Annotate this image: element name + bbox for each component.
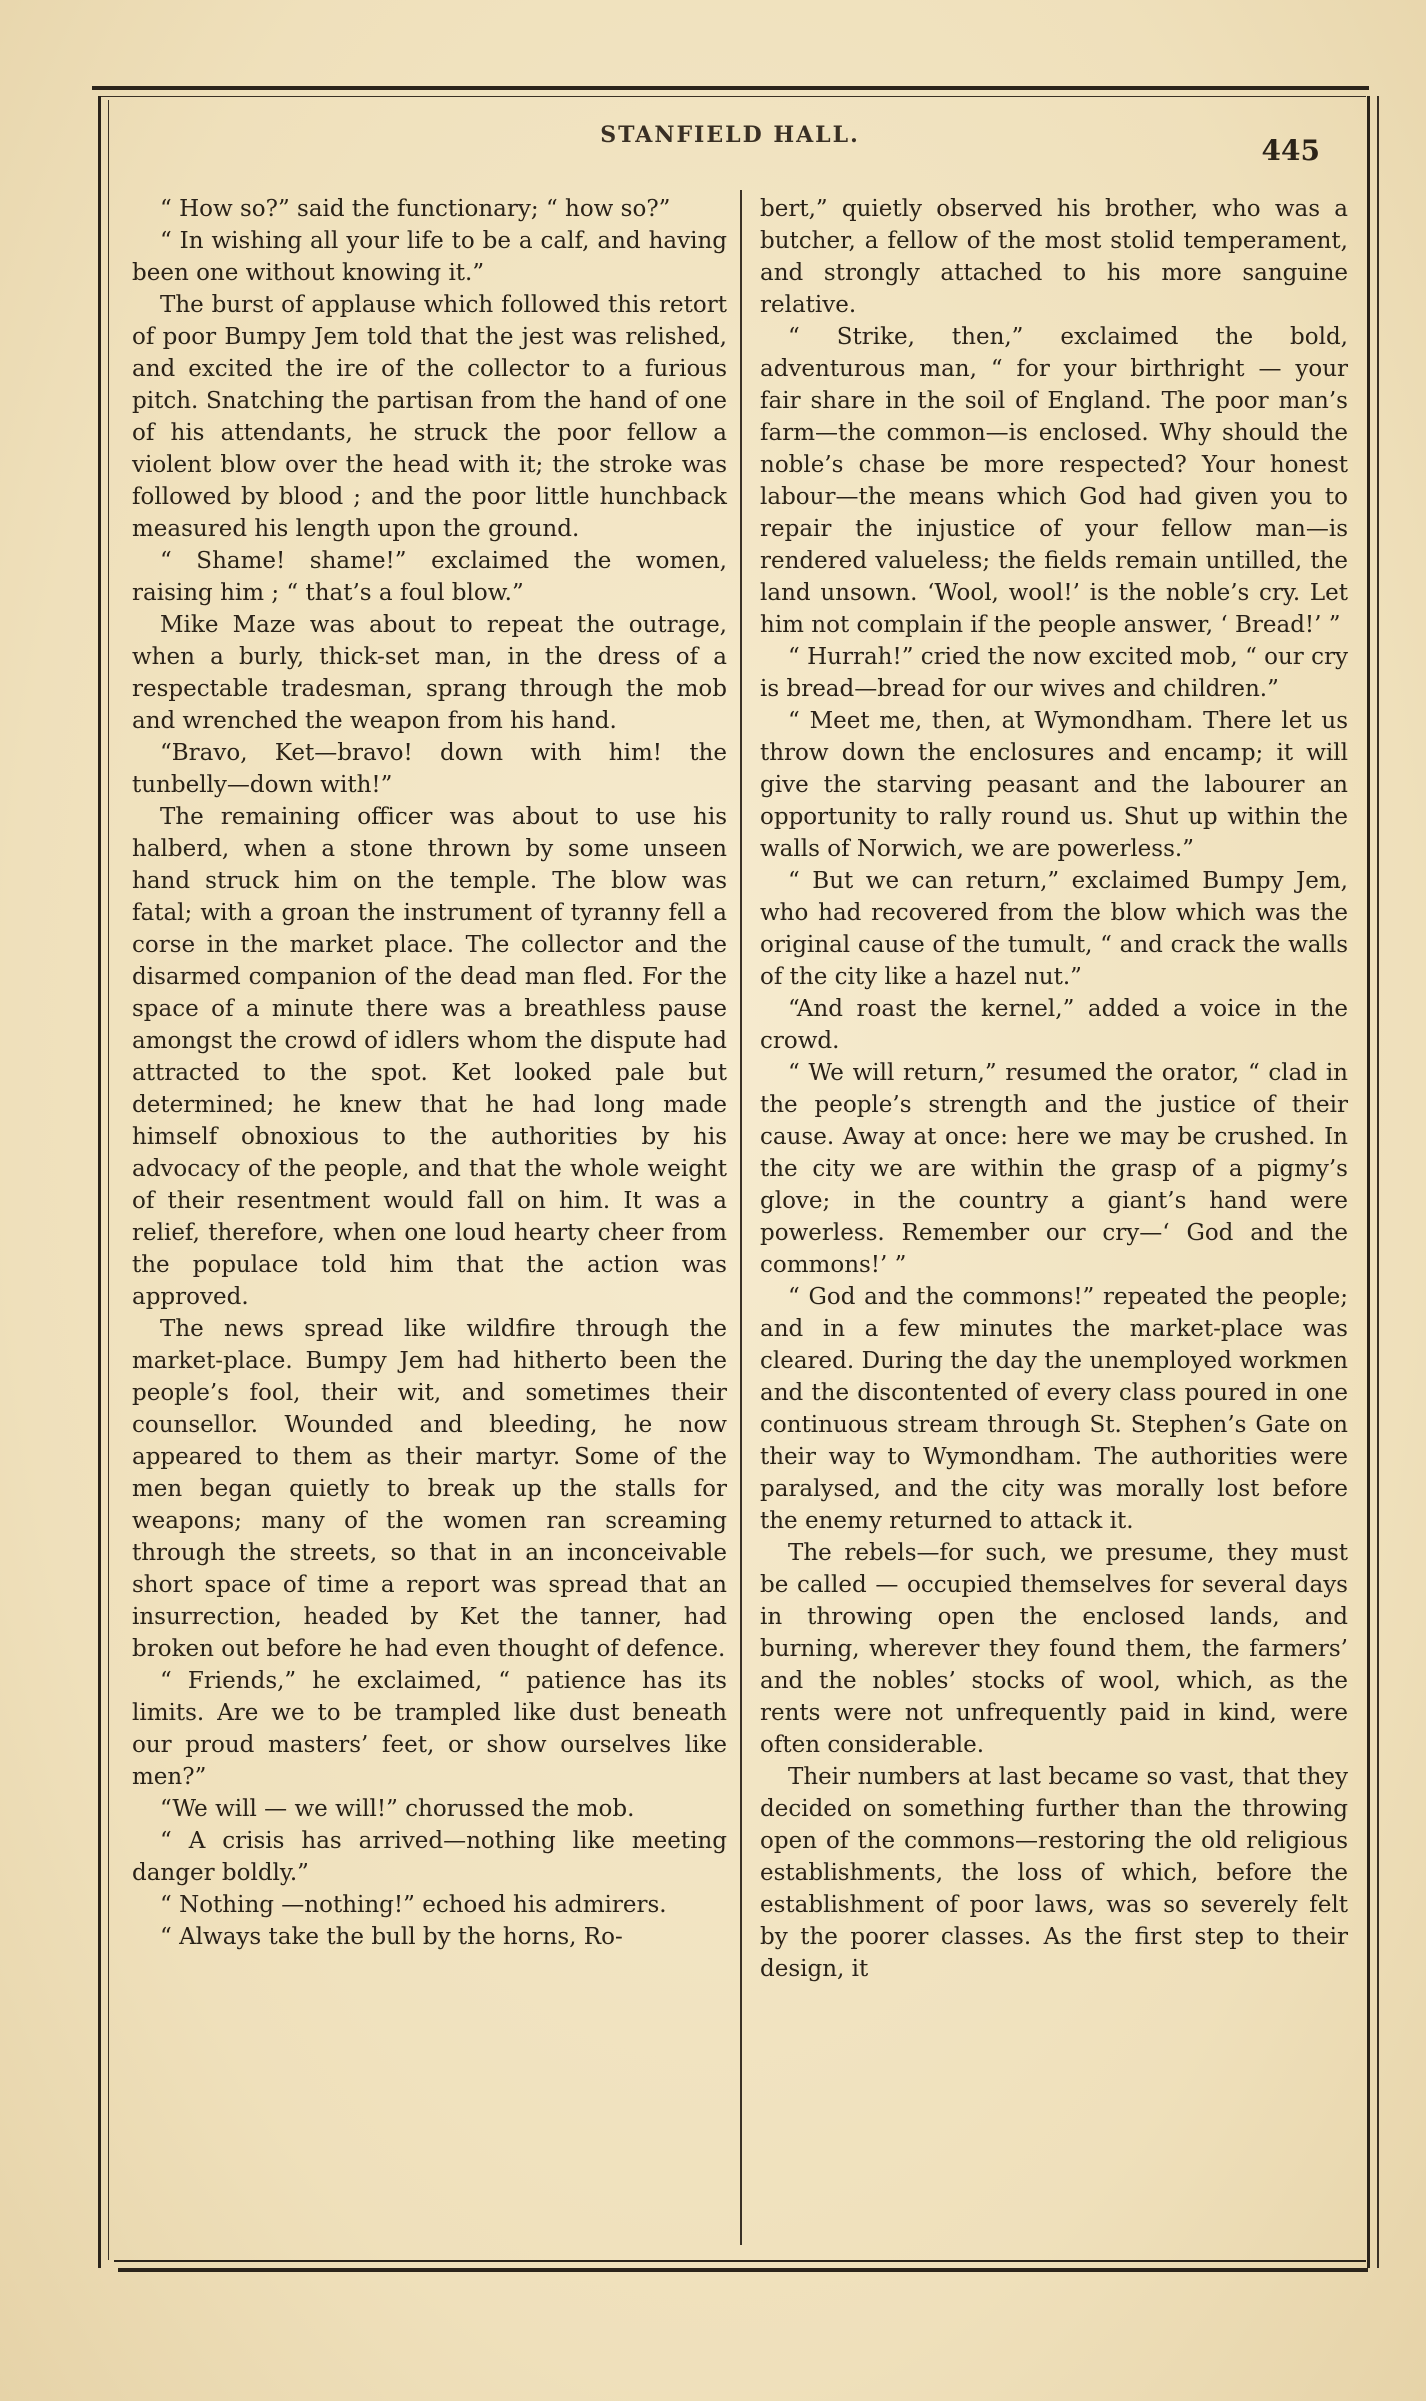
paragraph: “ Hurrah!” cried the now excited mob, “ our cry is bread—bread for our wives and children.” bbox=[760, 644, 1348, 702]
column-divider bbox=[740, 190, 742, 2245]
paragraph: The burst of applause which followed this retort of poor Bumpy Jem told that the jest was relished, and excited the ire of the collector to a furious pitch. Snatching the partisan from the hand of one of his attendants, he struck the poor fellow a violent blow over the head with it; the stroke was followed by blood ; and the poor little hunchback measured his length upon the ground. bbox=[132, 292, 727, 542]
paragraph: “ How so?” said the functionary; “ how so?” bbox=[160, 196, 671, 222]
paragraph: “And roast the kernel,” added a voice in the crowd. bbox=[760, 996, 1348, 1054]
paragraph: “ Strike, then,” exclaimed the bold, adventurous man, “ for your birthright — your fair share in the soil of England. The poor man’s farm—the common—is enclosed. Why should the noble’s chase be more respected? Your honest labour—the means which God had given you to repair the injustice of your fellow man—is rendered valueless; the fields remain untilled, the land unsown. ‘Wool, wool!’ is the noble’s cry. Let him not complain if the people answer, ‘ Bread!’ ” bbox=[760, 324, 1348, 638]
bottom-inner-rule bbox=[114, 2260, 1366, 2262]
paragraph: “ Friends,” he exclaimed, “ patience has its limits. Are we to be trampled like dust beneath our proud masters’ feet, or show ourselves like men?” bbox=[132, 1668, 727, 1790]
top-border-rule bbox=[92, 86, 1369, 90]
paragraph: The news spread like wildfire through the market-place. Bumpy Jem had hitherto been the people’s fool, their wit, and sometimes their counsellor. Wounded and bleeding, he now appeared to them as their martyr. Some of the men began quietly to break up the stalls for weapons; many of the women ran screaming through the streets, so that in an inconceivable short space of time a report was spread that an insurrection, headed by Ket the tanner, had broken out before he had even thought of defence. bbox=[132, 1316, 727, 1662]
paragraph: Their numbers at last became so vast, that they decided on something further than the throwing open of the commons—restoring the old religious establishments, the loss of which, before the establishment of poor laws, was so severely felt by the poorer classes. As the first step to their design, it bbox=[760, 1764, 1348, 1982]
right-column bbox=[760, 193, 1348, 1985]
paragraph-continued: bert,” quietly observed his brother, who was a butcher, a fellow of the most stolid temperament, and strongly attached to his more sanguine relative. bbox=[760, 196, 1348, 318]
running-head: STANFIELD HALL. bbox=[600, 122, 860, 148]
right-inner-rule bbox=[1377, 96, 1379, 2268]
paragraph: “ In wishing all your life to be a calf, and having been one without knowing it.” bbox=[132, 228, 727, 286]
paragraph: “ A crisis has arrived—nothing like meeting danger boldly.” bbox=[132, 1828, 727, 1886]
paragraph: “ Shame! shame!” exclaimed the women, raising him ; “ that’s a foul blow.” bbox=[132, 548, 727, 606]
paragraph: The rebels—for such, we presume, they must be called — occupied themselves for several days in throwing open the enclosed lands, and burning, wherever they found them, the farmers’ and the nobles’ stocks of wool, which, as the rents were not unfrequently paid in kind, were often considerable. bbox=[760, 1540, 1348, 1758]
paragraph: “ Meet me, then, at Wymondham. There let us throw down the enclosures and encamp; it will give the starving peasant and the labourer an opportunity to rally round us. Shut up within the walls of Norwich, we are powerless.” bbox=[760, 708, 1348, 862]
paragraph: “ God and the commons!” repeated the people; and in a few minutes the market-place was cleared. During the day the unemployed workmen and the discontented of every class poured in one continuous stream through St. Stephen’s Gate on their way to Wymondham. The authorities were paralysed, and the city was morally lost before the enemy returned to attack it. bbox=[760, 1284, 1348, 1534]
paragraph: “ Nothing —nothing!” echoed his admirers. bbox=[160, 1892, 667, 1918]
paragraph: “Bravo, Ket—bravo! down with him! the tunbelly—down with!” bbox=[132, 740, 727, 798]
top-inner-rule bbox=[98, 96, 1366, 97]
left-column bbox=[132, 193, 727, 1953]
paragraph: “ We will return,” resumed the orator, “ clad in the people’s strength and the justice of their cause. Away at once: here we may be crushed. In the city we are within the grasp of a pigmy’s glove; in the country a giant’s hand were powerless. Remember our cry—‘ God and the commons!’ ” bbox=[760, 1060, 1348, 1278]
paragraph: The remaining officer was about to use his halberd, when a stone thrown by some unseen hand struck him on the temple. The blow was fatal; with a groan the instrument of tyranny fell a corse in the market place. The collector and the disarmed companion of the dead man fled. For the space of a minute there was a breathless pause amongst the crowd of idlers whom the dispute had attracted to the spot. Ket looked pale but determined; he knew that he had long made himself obnoxious to the authorities by his advocacy of the people, and that the whole weight of their resentment would fall on him. It was a relief, therefore, when one loud hearty cheer from the populace told him that the action was approved. bbox=[132, 804, 727, 1310]
left-inner-rule bbox=[108, 100, 109, 2260]
bottom-border-rule bbox=[118, 2268, 1368, 2272]
paragraph: Mike Maze was about to repeat the outrage, when a burly, thick-set man, in the dress of a respectable tradesman, sprang through the mob and wrenched the weapon from his hand. bbox=[132, 612, 727, 734]
paragraph: “We will — we will!” chorussed the mob. bbox=[160, 1796, 635, 1822]
page-number: 445 bbox=[1261, 134, 1320, 167]
left-border-rule bbox=[98, 96, 101, 2268]
paragraph: “ But we can return,” exclaimed Bumpy Jem, who had recovered from the blow which was the original cause of the tumult, “ and crack the walls of the city like a hazel nut.” bbox=[760, 868, 1348, 990]
paragraph: “ Always take the bull by the horns, Ro- bbox=[160, 1924, 623, 1950]
right-border-rule bbox=[1367, 96, 1370, 2268]
